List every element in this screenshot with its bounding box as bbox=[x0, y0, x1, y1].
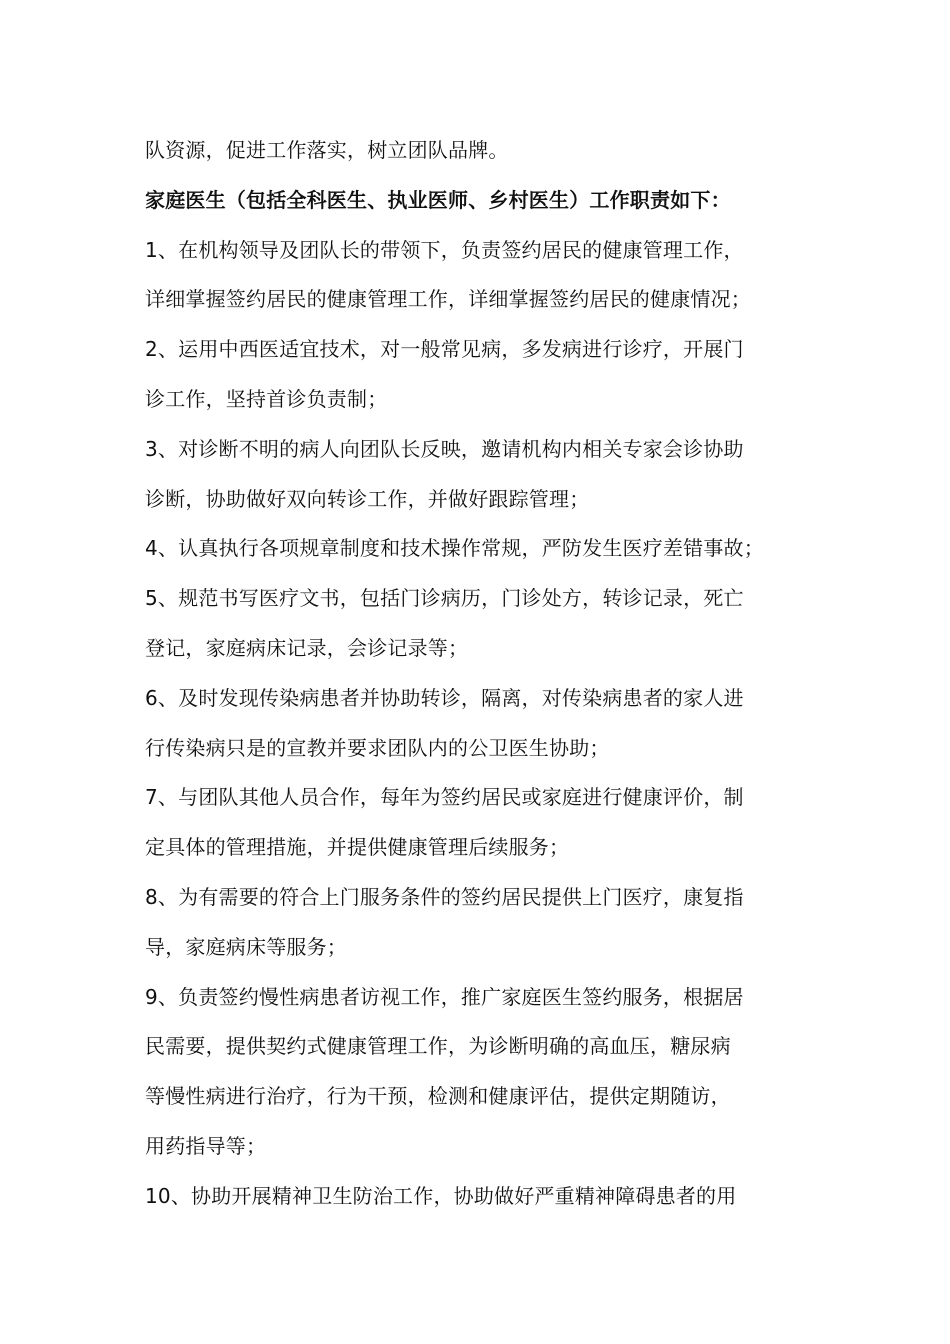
text-line: 1、在机构领导及团队长的带领下，负责签约居民的健康管理工作， bbox=[145, 237, 744, 262]
text-line: 行传染病只是的宣教并要求团队内的公卫医生协助； bbox=[145, 735, 610, 760]
text-line: 队资源，促进工作落实，树立团队品牌。 bbox=[145, 138, 509, 162]
text-line: 登记，家庭病床记录，会诊记录等； bbox=[145, 635, 469, 660]
section-heading: 家庭医生（包括全科医生、执业医师、乡村医生）工作职责如下： bbox=[145, 187, 731, 212]
text-line: 9、负责签约慢性病患者访视工作，推广家庭医生签约服务，根据居 bbox=[145, 984, 744, 1009]
text-line: 5、规范书写医疗文书，包括门诊病历，门诊处方，转诊记录，死亡 bbox=[145, 586, 744, 611]
body-text bbox=[145, 126, 815, 1222]
text-line: 4、认真执行各项规章制度和技术操作常规，严防发生医疗差错事故； bbox=[145, 536, 764, 561]
text-line: 诊断，协助做好双向转诊工作，并做好跟踪管理； bbox=[145, 486, 590, 511]
text-line: 导，家庭病床等服务； bbox=[145, 934, 347, 959]
text-line: 民需要，提供契约式健康管理工作，为诊断明确的高血压，糖尿病 bbox=[145, 1034, 731, 1059]
text-line: 2、运用中西医适宜技术，对一般常见病，多发病进行诊疗，开展门 bbox=[145, 337, 744, 362]
text-line: 等慢性病进行治疗，行为干预，检测和健康评估，提供定期随访， bbox=[145, 1084, 731, 1109]
text-line: 诊工作，坚持首诊负责制； bbox=[145, 386, 388, 411]
text-line: 定具体的管理措施，并提供健康管理后续服务； bbox=[145, 835, 570, 860]
text-line: 10、协助开展精神卫生防治工作，协助做好严重精神障碍患者的用 bbox=[145, 1183, 737, 1208]
text-line: 3、对诊断不明的病人向团队长反映，邀请机构内相关专家会诊协助 bbox=[145, 436, 744, 461]
text-line: 用药指导等； bbox=[145, 1133, 267, 1158]
text-line: 8、为有需要的符合上门服务条件的签约居民提供上门医疗，康复指 bbox=[145, 884, 744, 909]
text-line: 详细掌握签约居民的健康管理工作，详细掌握签约居民的健康情况； bbox=[145, 287, 751, 312]
text-line: 7、与团队其他人员合作，每年为签约居民或家庭进行健康评价，制 bbox=[145, 785, 744, 810]
text-line: 6、及时发现传染病患者并协助转诊，隔离，对传染病患者的家人进 bbox=[145, 685, 744, 710]
